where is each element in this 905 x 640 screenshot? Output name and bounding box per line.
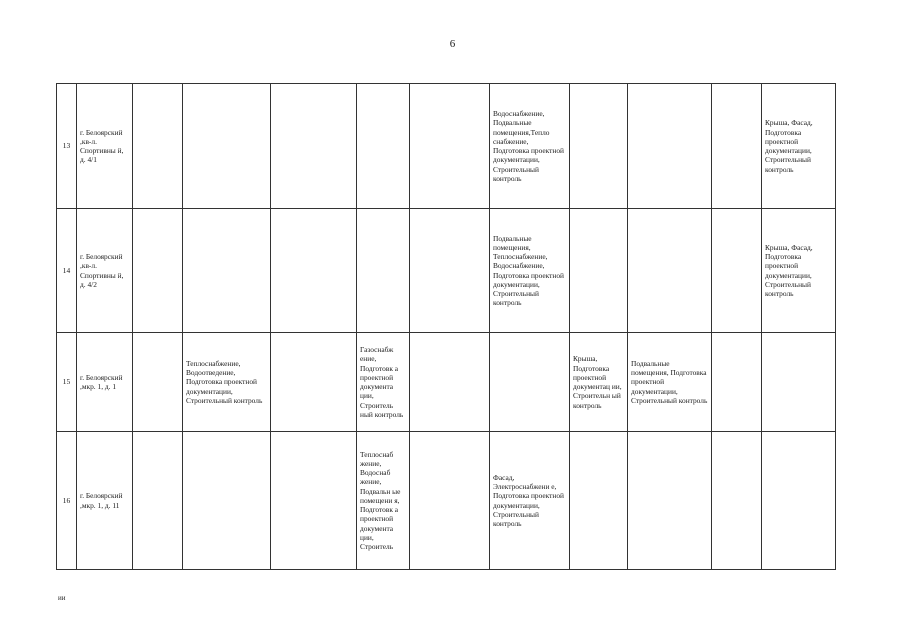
table-cell: Фасад, Электроснабжени е, Подготовка проектной документации, Строительный контроль xyxy=(490,432,570,570)
table-cell xyxy=(712,84,762,209)
address-cell: г. Белоярский ,кв-л. Спортивны й, д. 4/2 xyxy=(77,209,133,333)
table-cell xyxy=(183,84,271,209)
table-cell xyxy=(410,209,490,333)
table-cell xyxy=(410,432,490,570)
table-row xyxy=(57,209,836,333)
table-cell xyxy=(410,84,490,209)
table-cell xyxy=(570,209,628,333)
table-cell xyxy=(570,84,628,209)
table-cell: Теплоснабжение, Водоотведение, Подготовка проектной документации, Строительный контроль xyxy=(183,333,271,432)
table-cell xyxy=(133,84,183,209)
page-number: 6 xyxy=(449,38,456,50)
row-number: 13 xyxy=(57,84,77,209)
table-cell xyxy=(762,333,836,432)
table-cell xyxy=(133,333,183,432)
work-schedule-table xyxy=(56,83,836,570)
table-cell xyxy=(271,84,357,209)
table-cell xyxy=(628,84,712,209)
table-cell: Крыша, Подготовка проектной документац ии, Строительн ый контроль xyxy=(570,333,628,432)
table-cell xyxy=(183,432,271,570)
table-cell xyxy=(357,84,410,209)
table-cell: Крыша, Фасад, Подготовка проектной документации, Строительный контроль xyxy=(762,84,836,209)
table-cell xyxy=(357,209,410,333)
table-cell: Крыша, Фасад, Подготовка проектной документации, Строительный контроль xyxy=(762,209,836,333)
table-cell xyxy=(271,333,357,432)
table-cell xyxy=(712,333,762,432)
address-cell: г. Белоярский ,мкр. 1, д. 11 xyxy=(77,432,133,570)
table-cell xyxy=(712,432,762,570)
table-cell xyxy=(628,432,712,570)
footer-mark: ии xyxy=(58,594,66,602)
table-cell xyxy=(271,209,357,333)
table-cell: Подвальные помещения, Подготовка проектной документации, Строительный контроль xyxy=(628,333,712,432)
table-cell xyxy=(628,209,712,333)
table-cell xyxy=(490,333,570,432)
table-cell xyxy=(410,333,490,432)
row-number: 16 xyxy=(57,432,77,570)
table-cell: Подвальные помещения, Теплоснабжение, Водоснабжение, Подготовка проектной документации, Строительный контроль xyxy=(490,209,570,333)
table-row xyxy=(57,84,836,209)
table-cell xyxy=(712,209,762,333)
table-cell: Газоснабж ение, Подготовк а проектной документа ции, Строитель ный контроль xyxy=(357,333,410,432)
table-cell xyxy=(133,432,183,570)
row-number: 15 xyxy=(57,333,77,432)
address-cell: г. Белоярский ,кв-л. Спортивны й, д. 4/1 xyxy=(77,84,133,209)
table-cell: Теплоснаб жение, Водоснаб жение, Подвальн ые помещени я, Подготовк а проектной документа ции, Строитель xyxy=(357,432,410,570)
table-cell xyxy=(133,209,183,333)
table-cell xyxy=(570,432,628,570)
table-cell: Водоснабжение, Подвальные помещения,Тепло снабжение, Подготовка проектной документации, Строительный контроль xyxy=(490,84,570,209)
table-row xyxy=(57,432,836,570)
address-cell: г. Белоярский ,мкр. 1, д. 1 xyxy=(77,333,133,432)
table-cell xyxy=(762,432,836,570)
table-cell xyxy=(183,209,271,333)
table-row xyxy=(57,333,836,432)
table-cell xyxy=(271,432,357,570)
row-number: 14 xyxy=(57,209,77,333)
